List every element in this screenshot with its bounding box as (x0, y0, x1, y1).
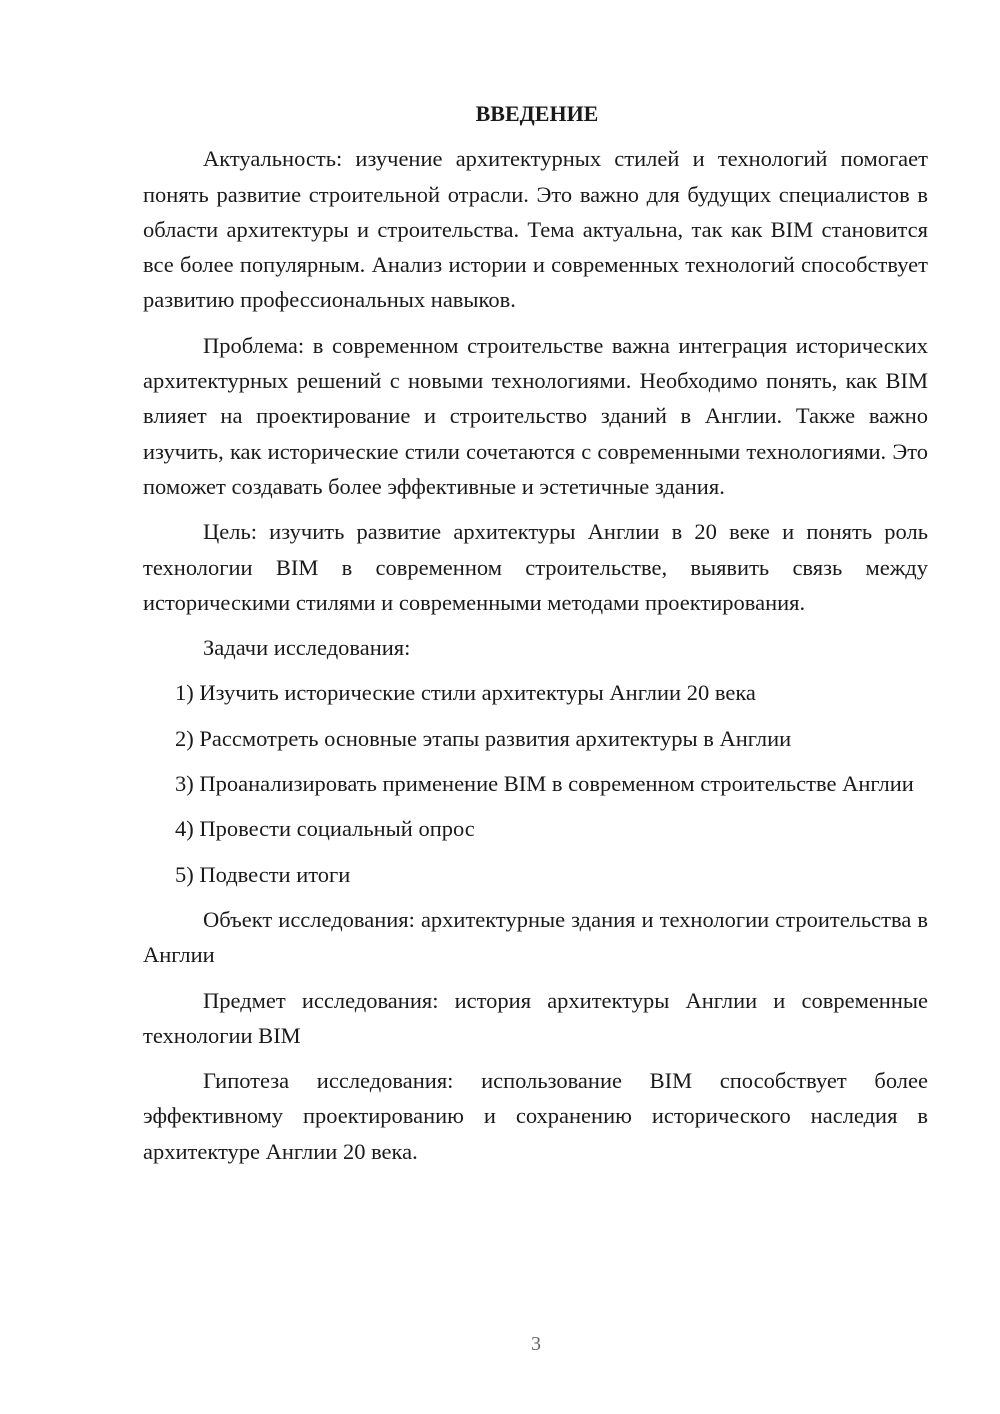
task-item-3: 3) Проанализировать применение BIM в современном строительстве Англии (175, 771, 914, 797)
document-body (143, 96, 928, 1179)
task-item-4: 4) Провести социальный опрос (175, 816, 475, 842)
paragraph-subject: Предмет исследования: история архитектуры Англии и современные технологии BIM (143, 987, 928, 1048)
paragraph-goal: Цель: изучить развитие архитектуры Англии в 20 веке и понять роль технологии BIM в современном строительстве, выявить связь между историческими стилями и современными методами проектирования. (143, 519, 928, 615)
tasks-heading: Задачи исследования: (203, 635, 411, 661)
paragraph-object: Объект исследования: архитектурные здания и технологии строительства в Англии (143, 906, 928, 968)
paragraph-relevance: Актуальность: изучение архитектурных стилей и технологий помогает понять развитие строительной отрасли. Это важно для будущих специалистов в области архитектуры и строительства. Тема актуальна, так как BIM становится все более популярным. Анализ истории и современных технологий способствует развитию профессиональных навыков. (143, 146, 928, 313)
paragraph-problem: Проблема: в современном строительстве важна интеграция исторических архитектурных решений с новыми технологиями. Необходимо понять, как BIM влияет на проектирование и строительство зданий в Англии. Также важно изучить, как исторические стили сочетаются с современными технологиями. Это поможет создавать более эффективные и эстетичные здания. (143, 332, 928, 499)
paragraph-hypothesis: Гипотеза исследования: использование BIM способствует более эффективному проектированию и сохранению исторического наследия в архитектуре Англии 20 века. (143, 1068, 928, 1164)
task-item-2: 2) Рассмотреть основные этапы развития архитектуры в Англии (175, 725, 792, 751)
section-heading: ВВЕДЕНИЕ (475, 101, 599, 126)
page-number: 3 (531, 1333, 541, 1355)
task-item-1: 1) Изучить исторические стили архитектуры Англии 20 века (175, 680, 756, 706)
task-item-5: 5) Подвести итоги (175, 861, 351, 887)
